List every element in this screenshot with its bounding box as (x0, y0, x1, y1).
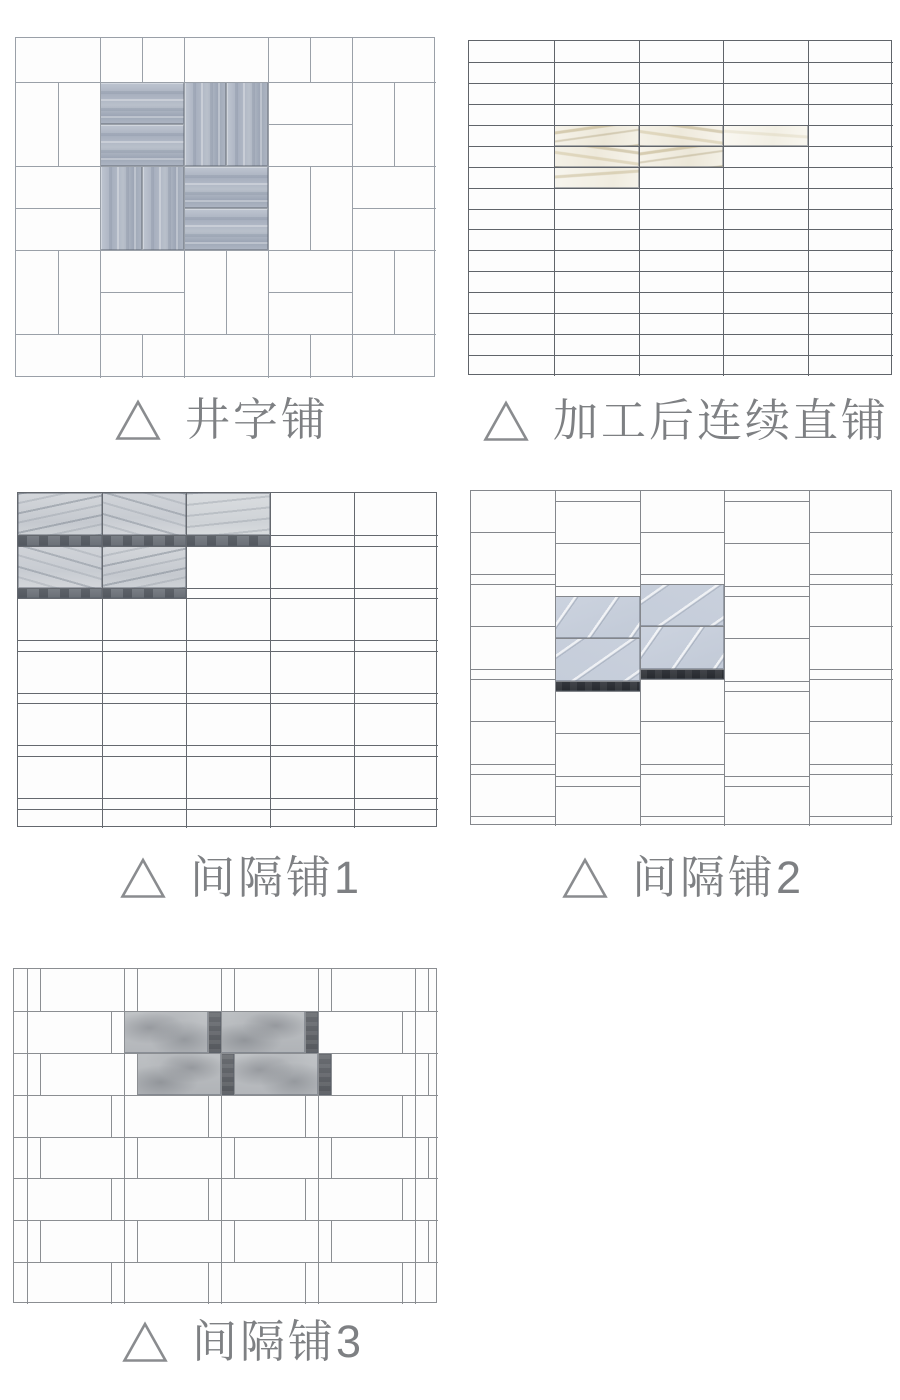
diagram-interval-2 (470, 490, 892, 825)
triangle-icon (562, 857, 608, 899)
caption-text: 加工后连续直铺 (553, 395, 890, 446)
diagram-interval-1 (17, 492, 437, 827)
caption-text: 间隔铺2 (632, 852, 805, 903)
triangle-icon (115, 399, 161, 441)
caption-continuous-straight (483, 396, 889, 446)
triangle-icon (483, 400, 529, 442)
caption-text: 井字铺 (185, 394, 330, 445)
caption-text: 间隔铺3 (192, 1316, 365, 1367)
caption-text: 间隔铺1 (190, 852, 363, 903)
triangle-icon (120, 857, 166, 899)
caption-basketweave (115, 395, 329, 445)
diagram-continuous-straight (468, 40, 892, 375)
diagram-basketweave (15, 37, 435, 377)
caption-interval-3 (122, 1317, 364, 1367)
diagram-interval-3 (13, 968, 437, 1303)
triangle-icon (122, 1321, 168, 1363)
caption-interval-2 (562, 853, 804, 903)
caption-interval-1 (120, 853, 362, 903)
